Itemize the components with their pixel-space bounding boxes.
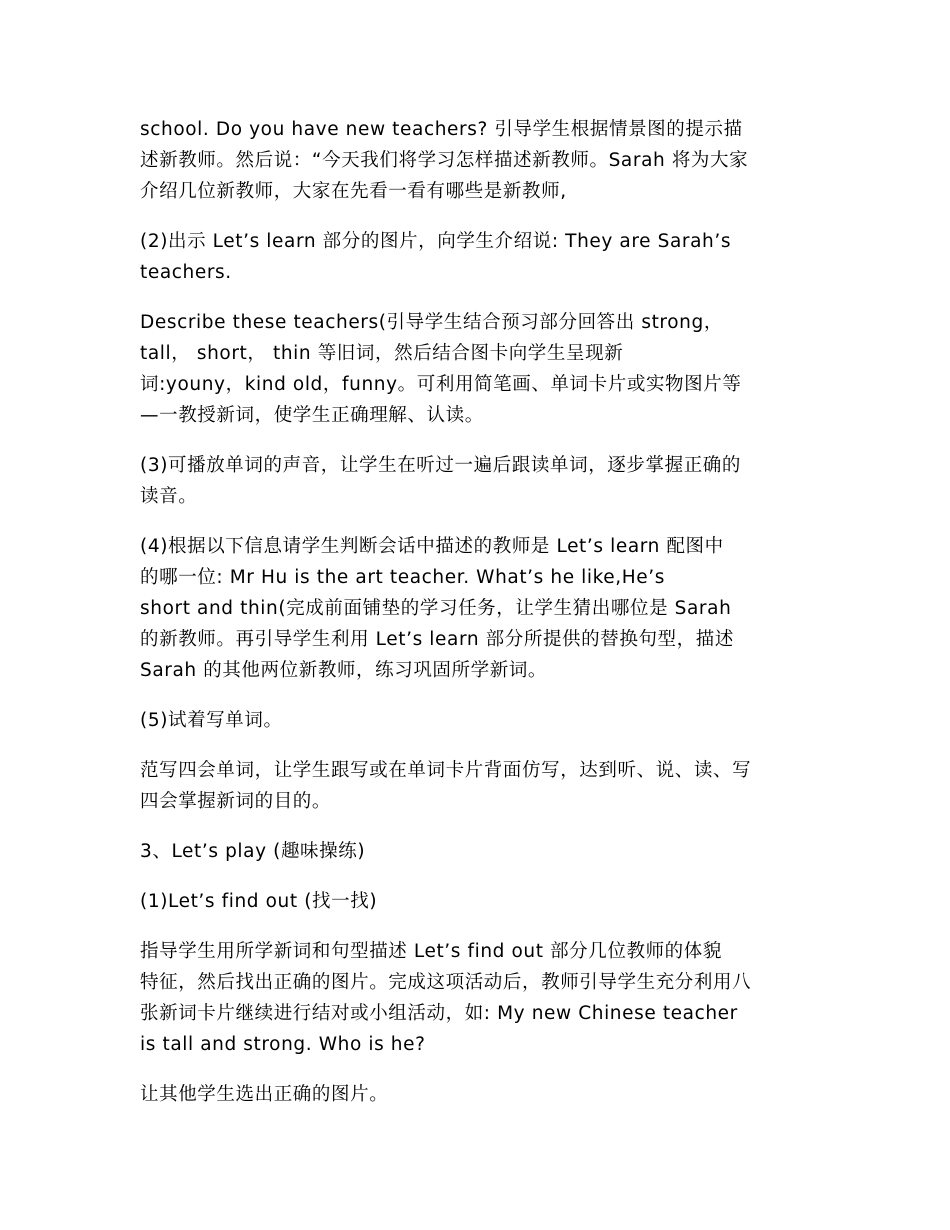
text-line: 词:youny，kind old，funny。可利用简笔画、单词卡片或实物图片等 bbox=[140, 374, 742, 395]
text-line: (2)出示 Let’s learn 部分的图片，向学生介绍说: They are Sarah’s bbox=[140, 231, 732, 252]
paragraph-writing bbox=[140, 755, 812, 817]
text-line: 的新教师。再引导学生利用 Let’s learn 部分所提供的替换句型，描述 bbox=[140, 629, 734, 650]
text-line: —一教授新词，使学生正确理解、认读。 bbox=[140, 405, 484, 426]
text-line: 四会掌握新词的目的。 bbox=[140, 791, 332, 812]
paragraph-describe-teachers bbox=[140, 307, 812, 431]
text-line: teachers. bbox=[140, 262, 232, 283]
text-line: Describe these teachers(引导学生结合预习部分回答出 strong， bbox=[140, 312, 723, 333]
paragraph-step-2 bbox=[140, 226, 812, 288]
section-heading-lets-play bbox=[140, 836, 812, 867]
paragraph-step-4 bbox=[140, 531, 812, 686]
text-line: 读音。 bbox=[140, 486, 198, 507]
text-line: school. Do you have new teachers? 引导学生根据情景图的提示描 bbox=[140, 119, 743, 140]
text-line: Sarah 的其他两位新教师，练习巩固所学新词。 bbox=[140, 660, 548, 681]
subsection-heading-find-out bbox=[140, 886, 812, 917]
text-line: (1)Let’s find out (找一找) bbox=[140, 891, 378, 912]
text-line: 3、Let’s play (趣味操练) bbox=[140, 841, 366, 862]
text-line: (5)试着写单词。 bbox=[140, 710, 283, 731]
text-line: 让其他学生选出正确的图片。 bbox=[140, 1084, 389, 1105]
paragraph-find-out-guide bbox=[140, 936, 812, 1060]
paragraph-step-5 bbox=[140, 705, 812, 736]
text-line: 指导学生用所学新词和句型描述 Let’s find out 部分几位教师的体貌 bbox=[140, 941, 722, 962]
text-line: 述新教师。然后说：“今天我们将学习怎样描述新教师。Sarah 将为大家 bbox=[140, 150, 749, 171]
text-line: short and thin(完成前面铺垫的学习任务，让学生猜出哪位是 Sarah bbox=[140, 598, 732, 619]
text-line: is tall and strong. Who is he? bbox=[140, 1034, 426, 1055]
document-page bbox=[140, 114, 812, 1129]
text-line: 范写四会单词，让学生跟写或在单词卡片背面仿写，达到听、说、读、写 bbox=[140, 760, 752, 781]
paragraph-intro bbox=[140, 114, 812, 207]
text-line: (4)根据以下信息请学生判断会话中描述的教师是 Let’s learn 配图中 bbox=[140, 536, 724, 557]
text-line: 的哪一位: Mr Hu is the art teacher. What’s he like,He’s bbox=[140, 567, 665, 588]
paragraph-closing bbox=[140, 1079, 812, 1110]
text-line: tall， short， thin 等旧词，然后结合图卡向学生呈现新 bbox=[140, 343, 624, 364]
text-line: 张新词卡片继续进行结对或小组活动，如: My new Chinese teacher bbox=[140, 1003, 738, 1024]
text-line: 介绍几位新教师，大家在先看一看有哪些是新教师, bbox=[140, 181, 567, 202]
text-line: 特征，然后找出正确的图片。完成这项活动后，教师引导学生充分利用八 bbox=[140, 972, 752, 993]
paragraph-step-3 bbox=[140, 450, 812, 512]
text-line: (3)可播放单词的声音，让学生在听过一遍后跟读单词，逐步掌握正确的 bbox=[140, 455, 742, 476]
